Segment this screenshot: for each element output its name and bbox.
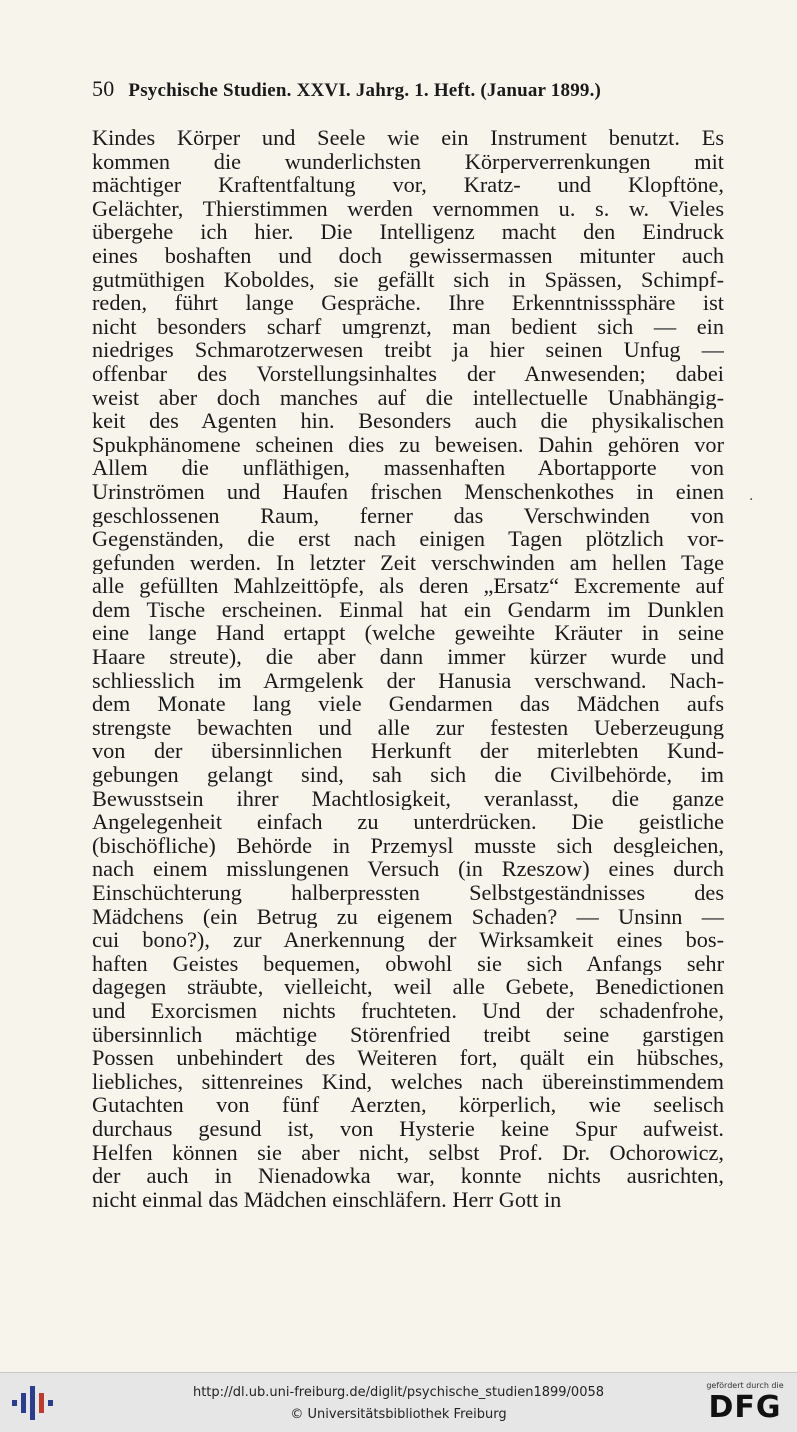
- text-line: Mädchens (ein Betrug zu eigenem Schaden? — Unsinn —: [92, 904, 724, 929]
- running-title: Psychische Studien. XXVI. Jahrg. 1. Heft. (Januar 1899.): [128, 80, 602, 101]
- text-line: durchaus gesund ist, von Hysterie keine Spur aufweist.: [92, 1116, 724, 1141]
- text-line: offenbar des Vorstellungsinhaltes der Anwesenden; dabei: [92, 361, 724, 386]
- text-line: übergehe ich hier. Die Intelligenz macht den Eindruck: [92, 220, 724, 244]
- text-line: dem Monate lang viele Gendarmen das Mädchen aufs: [92, 692, 724, 716]
- text-line: alle gefüllten Mahlzeittöpfe, als deren „Ersatz“ Excremente auf: [92, 574, 724, 598]
- text-line: (bischöfliche) Behörde in Przemysl musste sich desgleichen,: [92, 833, 724, 858]
- text-line: von der übersinnlichen Herkunft der miterlebten Kund-: [92, 739, 724, 764]
- text-line: mächtiger Kraftentfaltung vor, Kratz- und Klopftöne,: [92, 173, 724, 197]
- text-line: übersinnlich mächtige Störenfried treibt seine garstigen: [92, 1022, 724, 1047]
- text-line: Allem die unfläthigen, massenhaften Abortapporte von: [92, 456, 724, 480]
- text-line: strengste bewachten und alle zur festesten Ueberzeugung: [92, 715, 724, 740]
- text-line: Helfen können sie aber nicht, selbst Prof. Dr. Ochorowicz,: [92, 1140, 724, 1165]
- text-line: Possen unbehindert des Weiteren fort, quält ein hübsches,: [92, 1046, 724, 1070]
- text-line: schliesslich im Armgelenk der Hanusia verschwand. Nach-: [92, 668, 724, 693]
- text-line: dem Tische erscheinen. Einmal hat ein Gendarm im Dunklen: [92, 597, 724, 622]
- text-line: niedriges Schmarotzerwesen treibt ja hier seinen Unfug —: [92, 338, 724, 362]
- text-line: liebliches, sittenreines Kind, welches nach übereinstimmendem: [92, 1069, 724, 1094]
- text-line: Gelächter, Thierstimmen werden vernommen u. s. w. Vieles: [92, 196, 724, 221]
- text-line: eine lange Hand ertappt (welche geweihte Kräuter in seine: [92, 621, 724, 646]
- text-line: nicht besonders scharf umgrenzt, man bedient sich — ein: [92, 314, 724, 339]
- text-line: der auch in Nienadowka war, konnte nichts ausrichten,: [92, 1164, 724, 1188]
- text-line: Spukphänomene scheinen dies zu beweisen. Dahin gehören vor: [92, 432, 724, 457]
- text-line: gutmüthigen Koboldes, sie gefällt sich in Spässen, Schimpf-: [92, 267, 724, 292]
- text-line: eines boshaften und doch gewissermassen mitunter auch: [92, 243, 724, 268]
- text-line: Angelegenheit einfach zu unterdrücken. Die geistliche: [92, 810, 724, 834]
- dfg-logo: DFG: [708, 1390, 782, 1425]
- text-line: Gegenständen, die erst nach einigen Tagen plötzlich vor-: [92, 527, 724, 551]
- text-line: Urinströmen und Haufen frischen Menschenkothes in einen: [92, 479, 724, 504]
- text-line: nicht einmal das Mädchen einschläfern. Herr Gott in: [92, 1187, 562, 1212]
- text-line: cui bono?), zur Anerkennung der Wirksamkeit eines bos-: [92, 928, 724, 952]
- text-line: gefunden werden. In letzter Zeit verschwinden am hellen Tage: [92, 550, 724, 575]
- text-line: geschlossenen Raum, ferner das Verschwinden von: [92, 503, 724, 528]
- viewer-footer: [0, 1372, 797, 1432]
- text-line: weist aber doch manches auf die intellectuelle Unabhängig-: [92, 385, 724, 410]
- running-header: [92, 76, 712, 102]
- page-number: 50: [92, 76, 115, 101]
- margin-mark: ·: [749, 492, 754, 508]
- text-line: Kindes Körper und Seele wie ein Instrument benutzt. Es: [92, 126, 724, 150]
- body-text: [92, 126, 724, 1211]
- funding-note: gefördert durch die: [706, 1381, 784, 1390]
- text-line: Gutachten von fünf Aerzten, körperlich, wie seelisch: [92, 1093, 724, 1117]
- text-line: haften Geistes bequemen, obwohl sie sich Anfangs sehr: [92, 951, 724, 976]
- permalink-url[interactable]: http://dl.ub.uni-freiburg.de/diglit/psychische_studien1899/0058: [192, 1385, 605, 1400]
- text-line: nach einem misslungenen Versuch (in Rzeszow) eines durch: [92, 857, 724, 881]
- text-line: keit des Agenten hin. Besonders auch die physikalischen: [92, 409, 724, 433]
- text-line: dagegen sträubte, vielleicht, weil alle Gebete, Benedictionen: [92, 975, 724, 999]
- text-line: Bewusstsein ihrer Machtlosigkeit, veranlasst, die ganze: [92, 786, 724, 811]
- copyright-notice: © Universitätsbibliothek Freiburg: [290, 1407, 507, 1422]
- text-line: Haare streute), die aber dann immer kürzer wurde und: [92, 645, 724, 669]
- text-line: Einschüchterung halberpressten Selbstgeständnisses des: [92, 881, 724, 905]
- text-line: gebungen gelangt sind, sah sich die Civilbehörde, im: [92, 763, 724, 787]
- text-line: reden, führt lange Gespräche. Ihre Erkenntnisssphäre ist: [92, 291, 724, 315]
- text-line: und Exorcismen nichts fruchteten. Und der schadenfrohe,: [92, 998, 724, 1023]
- text-line: kommen die wunderlichsten Körperverrenkungen mit: [92, 149, 724, 174]
